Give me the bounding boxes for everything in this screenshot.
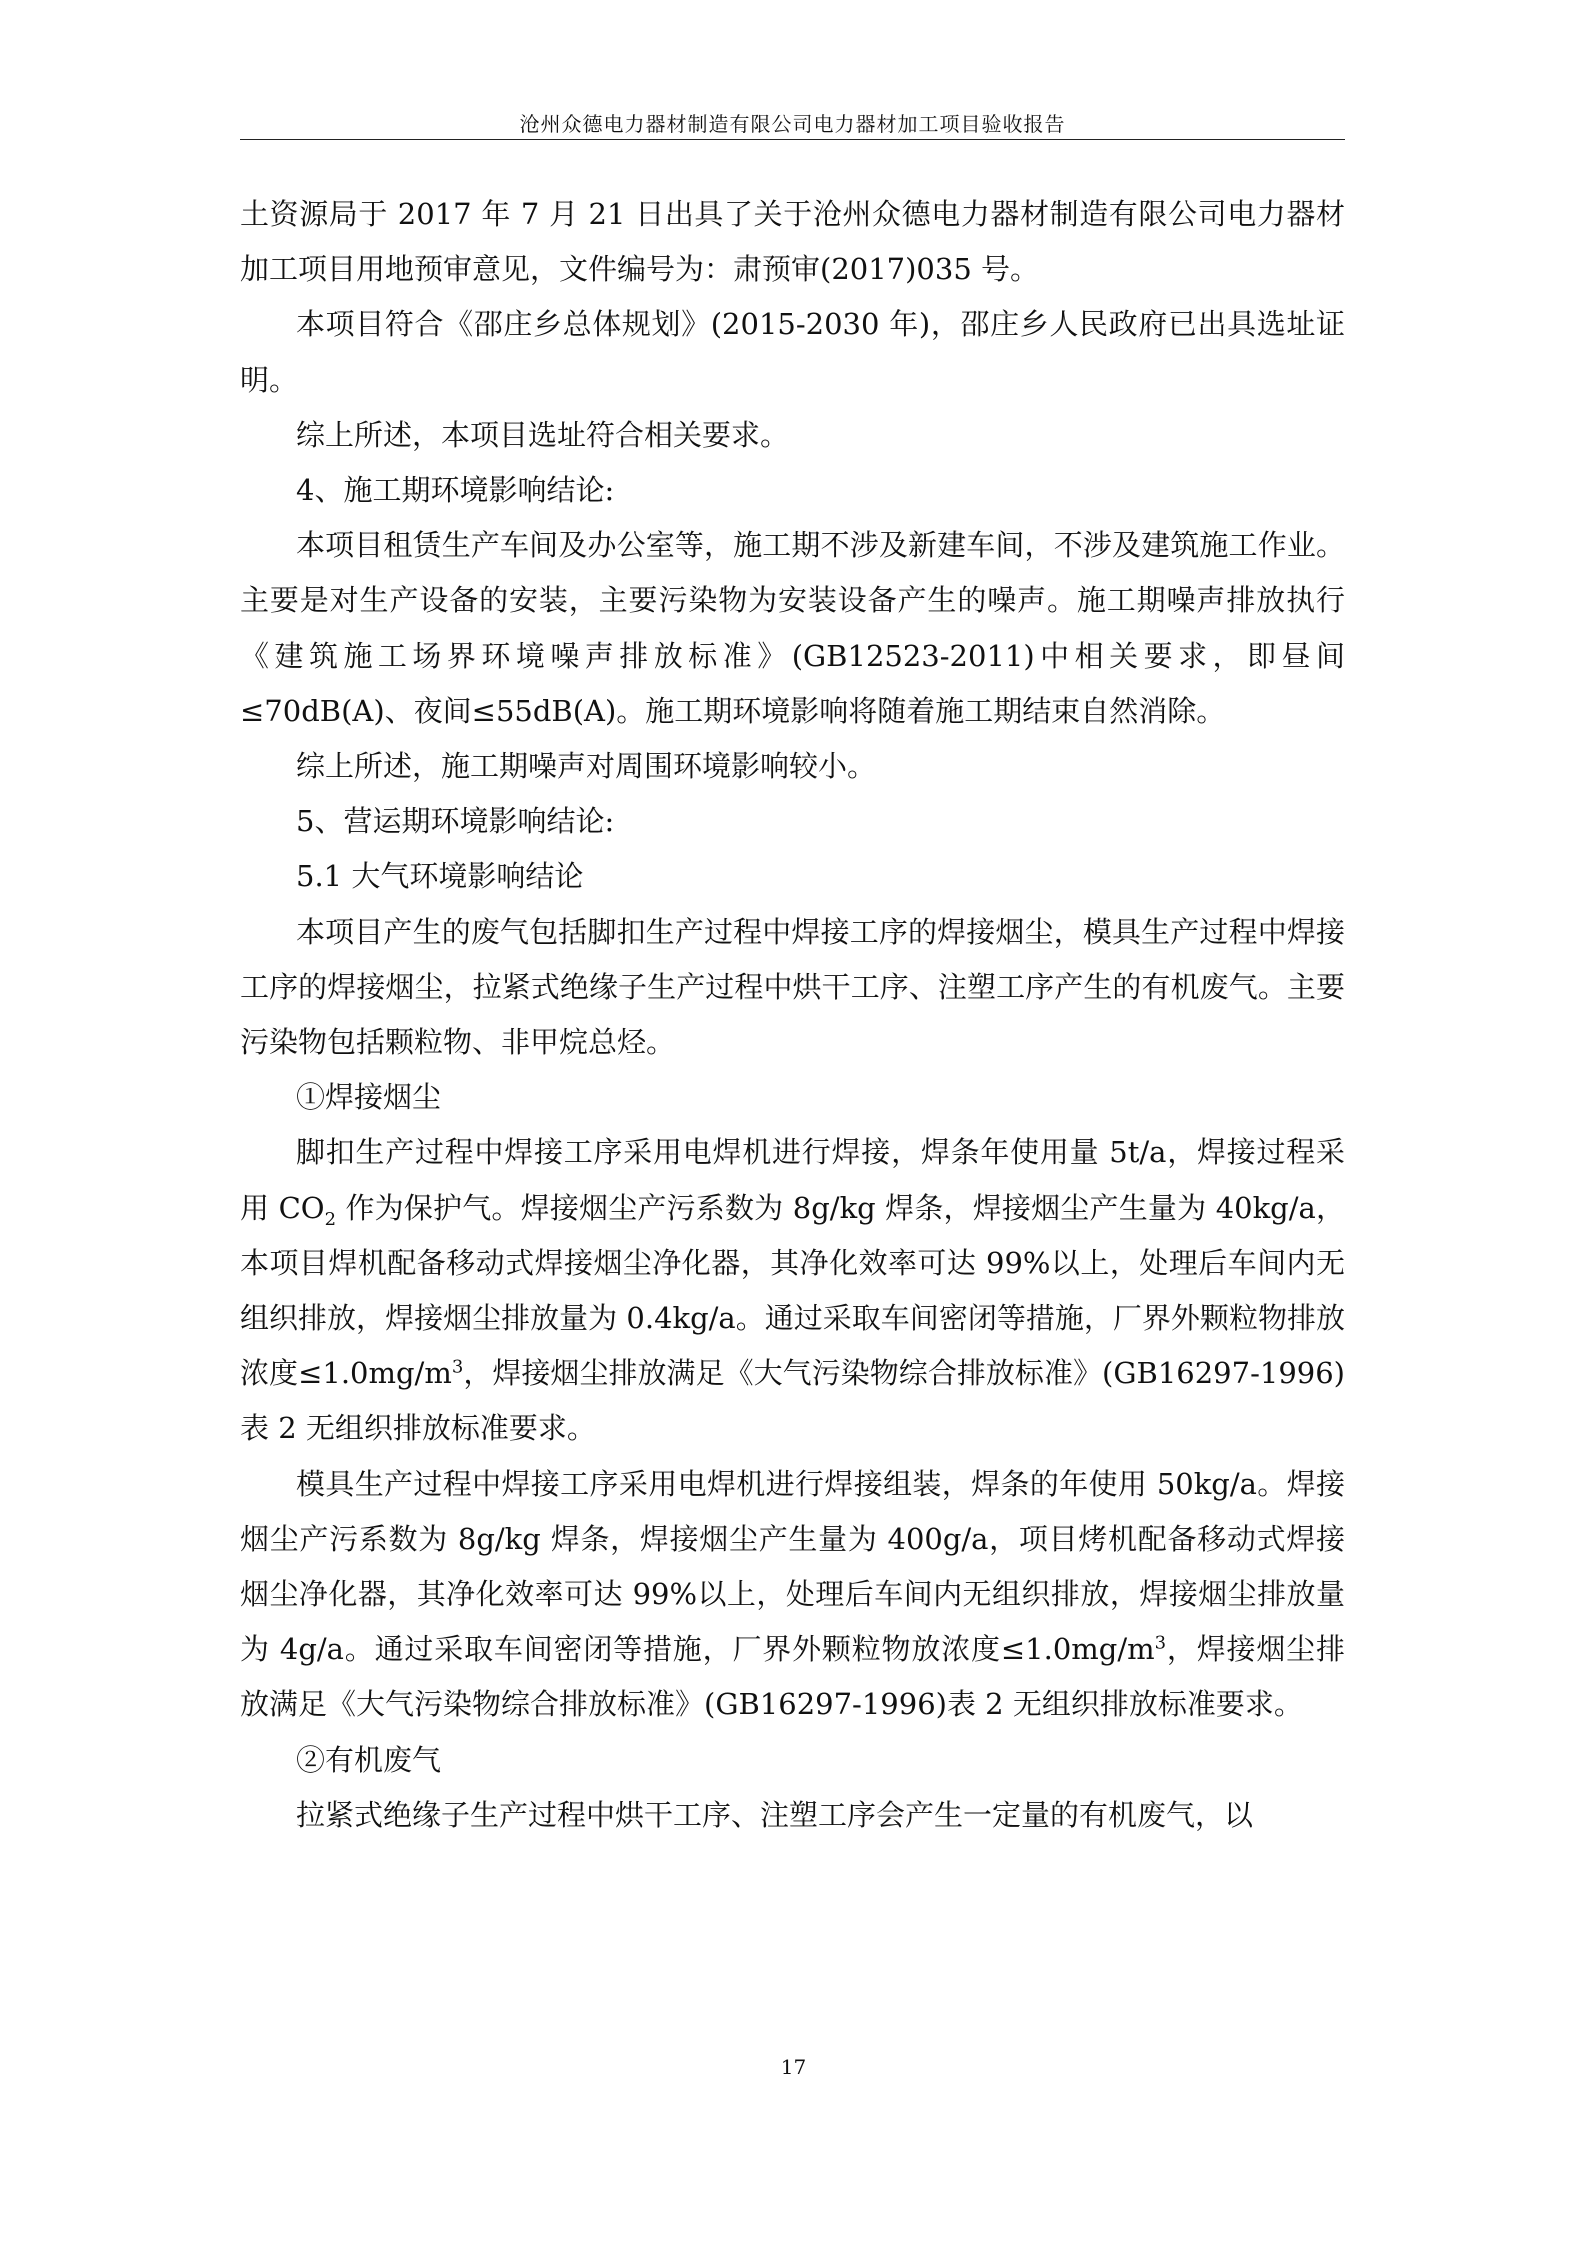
paragraph-construction-noise: 本项目租赁生产车间及办公室等，施工期不涉及新建车间，不涉及建筑施工作业。主要是对生产设备的安装，主要污染物为安装设备产生的噪声。施工期噪声排放执行《建筑施工场界环境噪声排放标准》(GB12523-2011)中相关要求，即昼间≤70dB(A)、夜间≤55dB(A)。施工期环境影响将随着施工期结束自然消除。 xyxy=(240,528,1345,728)
paragraph-planning-compliance: 本项目符合《邵庄乡总体规划》(2015-2030 年)，邵庄乡人民政府已出具选址证明。 xyxy=(240,307,1345,397)
welding-text-part-3: ，焊接烟尘排放满足《大气污染物综合排放标准》(GB16297-1996)表 2 无组织排放标准要求。 xyxy=(240,1356,1345,1446)
running-header: 沧州众德电力器材制造有限公司电力器材加工项目验收报告 xyxy=(519,112,1066,136)
header-rule xyxy=(240,139,1345,140)
paragraph-welding-fume-footclamp xyxy=(240,1125,1345,1456)
paragraph-construction-summary: 综上所述，施工期噪声对周围环境影响较小。 xyxy=(296,749,877,784)
mold-text-part-2: ，焊接烟尘排放满足《大气污染物综合排放标准》(GB16297-1996)表 2 无组织排放标准要求。 xyxy=(240,1632,1345,1722)
paragraph-air-overview: 本项目产生的废气包括脚扣生产过程中焊接工序的焊接烟尘，模具生产过程中焊接工序的焊接烟尘，拉紧式绝缘子生产过程中烘干工序、注塑工序产生的有机废气。主要污染物包括颗粒物、非甲烷总烃。 xyxy=(240,914,1345,1060)
page-number: 17 xyxy=(780,2055,807,2079)
body-text xyxy=(240,187,1345,1843)
item-heading-welding-fume: ①焊接烟尘 xyxy=(296,1080,442,1115)
subsection-heading-air: 5.1 大气环境影响结论 xyxy=(296,859,584,894)
paragraph-welding-fume-mold xyxy=(240,1457,1345,1733)
paragraph-land-approval: 土资源局于 2017 年 7 月 21 日出具了关于沧州众德电力器材制造有限公司电力器材加工项目用地预审意见，文件编号为：肃预审(2017)035 号。 xyxy=(240,197,1345,287)
welding-text-part-2: 作为保护气。焊接烟尘产污系数为 8g/kg 焊条，焊接烟尘产生量为 40kg/a，本项目焊机配备移动式焊接烟尘净化器，其净化效率可达 99%以上，处理后车间内无组织排放，焊接烟尘排放量为 0.4kg/a。通过采取车间密闭等措施，厂界外颗粒物排放浓度≤1.0mg/m xyxy=(240,1190,1345,1391)
item-heading-organic-gas: ②有机废气 xyxy=(296,1742,442,1777)
paragraph-site-summary: 综上所述，本项目选址符合相关要求。 xyxy=(296,417,790,452)
section-heading-construction: 4、施工期环境影响结论: xyxy=(296,473,615,508)
cubic-superscript: 3 xyxy=(451,1356,464,1378)
welding-text-part-1: 脚扣生产过程中焊接工序采用电焊机进行焊接，焊条年使用量 5t/a，焊接过程采用 CO xyxy=(240,1135,1345,1225)
co2-subscript: 2 xyxy=(324,1208,337,1230)
section-heading-operation: 5、营运期环境影响结论: xyxy=(296,804,615,839)
mold-text-part-1: 模具生产过程中焊接工序采用电焊机进行焊接组装，焊条的年使用 50kg/a。焊接烟尘产污系数为 8g/kg 焊条，焊接烟尘产生量为 400g/a，项目烤机配备移动式焊接烟尘净化器，其净化效率可达 99%以上，处理后车间内无组织排放，焊接烟尘排放量为 4g/a。通过采取车间密闭等措施，厂界外颗粒物放浓度≤1.0mg/m xyxy=(240,1466,1345,1667)
paragraph-organic-gas: 拉紧式绝缘子生产过程中烘干工序、注塑工序会产生一定量的有机废气，以 xyxy=(296,1797,1254,1832)
cubic-superscript: 3 xyxy=(1154,1632,1167,1654)
